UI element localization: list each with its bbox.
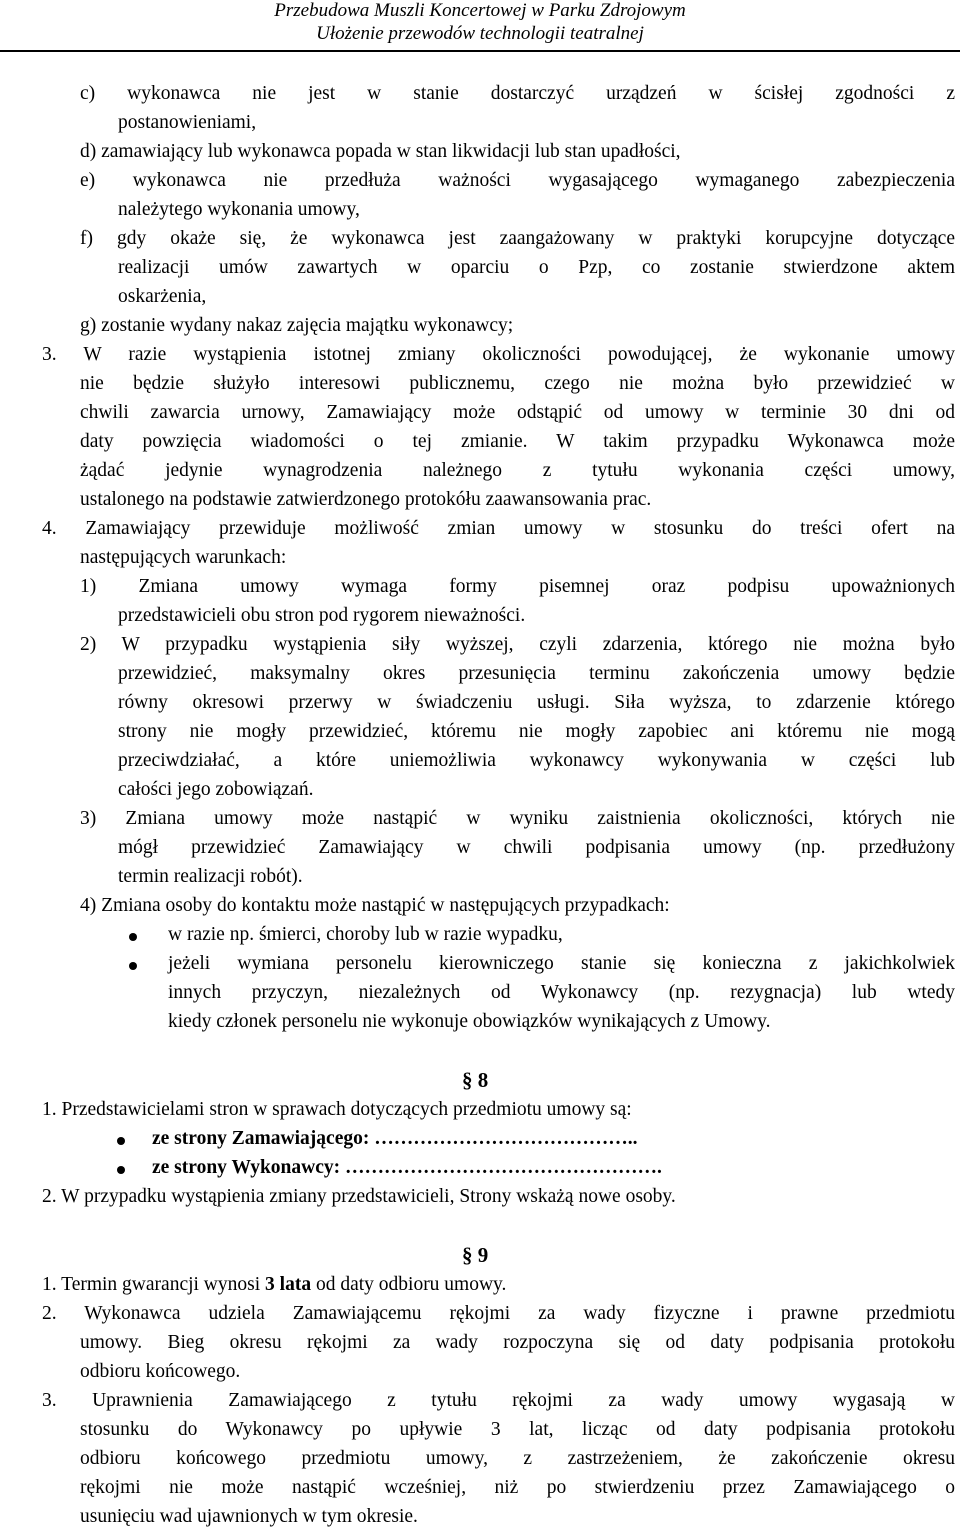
section-9-line: 2. Wykonawca udziela Zamawiającemu rękojmi za wady fizyczne i prawne przedmiotu <box>42 1303 955 1324</box>
paragraph-4-line: 4. Zamawiający przewiduje możliwość zmian umowy w stosunku do treści ofert na <box>42 518 955 539</box>
paragraph-3-line: nie będzie służyło interesowi publicznemu, czego nie można było przewidzieć w <box>80 373 955 394</box>
item-d-line: d) zamawiający lub wykonawca popada w stan likwidacji lub stan upadłości, <box>80 141 681 162</box>
paragraph-4-line: następujących warunkach: <box>80 547 287 568</box>
subitem-3-line: mógł przewidzieć Zamawiający w chwili podpisania umowy (np. przedłużony <box>118 837 955 858</box>
bullet-icon <box>117 1166 125 1174</box>
paragraph-3-line: żądać jedynie wynagrodzenia należnego z tytułu wykonania części umowy, <box>80 460 955 481</box>
paragraph-3-line: daty powzięcia wiadomości o tej zmianie. W takim przypadku Wykonawca może <box>80 431 955 452</box>
subitem-2-line: przeciwdziałać, a które uniemożliwia wykonawcy wykonywania w części lub <box>118 750 955 771</box>
subitem-1-line: przedstawicieli obu stron pod rygorem nieważności. <box>118 605 526 626</box>
bullet-item-line: kiedy członek personelu nie wykonuje obowiązków wynikających z Umowy. <box>168 1011 771 1032</box>
header-divider <box>0 50 960 52</box>
bullet-icon <box>129 962 137 970</box>
section-9-line: odbioru końcowego. <box>80 1361 241 1382</box>
subitem-1-line: 1) Zmiana umowy wymaga formy pisemnej oraz podpisu upoważnionych <box>80 576 955 597</box>
paragraph-3-line: 3. W razie wystąpienia istotnej zmiany okoliczności powodującej, że wykonanie umowy <box>42 344 955 365</box>
item-c-line: c) wykonawca nie jest w stanie dostarczyć urządzeń w ścisłej zgodności z <box>80 83 955 104</box>
item-f-line: realizacji umów zawartych w oparciu o Pzp, co zostanie stwierdzone aktem <box>118 257 955 278</box>
representative-employer: ze strony Zamawiającego: ………………………………….. <box>152 1128 638 1149</box>
representative-contractor: ze strony Wykonawcy: …………………………………………. <box>152 1157 662 1178</box>
section-9-line: odbioru końcowego przedmiotu umowy, z zastrzeżeniem, że zakończenie okresu <box>80 1448 955 1469</box>
bullet-item-line: innych przyczyn, niezależnych od Wykonawcy (np. rezygnacja) lub wtedy <box>168 982 955 1003</box>
bullet-icon <box>117 1137 125 1145</box>
item-e-line: e) wykonawca nie przedłuża ważności wygasającego wymaganego zabezpieczenia <box>80 170 955 191</box>
bullet-item-line: jeżeli wymiana personelu kierowniczego stanie się konieczna z jakichkolwiek <box>168 953 955 974</box>
paragraph-3-line: ustalonego na podstawie zatwierdzonego protokółu zaawansowania prac. <box>80 489 652 510</box>
section-9-line: umowy. Bieg okresu rękojmi za wady rozpoczyna się od daty podpisania protokołu <box>80 1332 955 1353</box>
section-8-line: 1. Przedstawicielami stron w sprawach dotyczących przedmiotu umowy są: <box>42 1099 632 1120</box>
item-f-line: f) gdy okaże się, że wykonawca jest zaangażowany w praktyki korupcyjne dotyczące <box>80 228 955 249</box>
warranty-period: 3 lata <box>265 1274 312 1295</box>
subitem-3-line: termin realizacji robót). <box>118 866 303 887</box>
subitem-2-line: 2) W przypadku wystąpienia siły wyższej, czyli zdarzenia, którego nie można było <box>80 634 955 655</box>
subitem-2-line: równy okresowi przerwy w świadczeniu usługi. Siła wyższa, to zdarzenie którego <box>118 692 955 713</box>
section-8-line: 2. W przypadku wystąpienia zmiany przedstawicieli, Strony wskażą nowe osoby. <box>42 1186 676 1207</box>
subitem-2-line: całości jego zobowiązań. <box>118 779 314 800</box>
item-e-line: należytego wykonania umowy, <box>118 199 360 220</box>
item-f-line: oskarżenia, <box>118 286 207 307</box>
section-9-heading: § 9 <box>462 1243 489 1267</box>
section-8-heading: § 8 <box>462 1068 489 1092</box>
subitem-2-line: strony nie mogły przewidzieć, któremu nie mogły zapobiec ani któremu nie mogą <box>118 721 955 742</box>
subitem-2-line: przewidzieć, maksymalny okres przesunięcia terminu zakończenia umowy będzie <box>118 663 955 684</box>
bullet-item-line: w razie np. śmierci, choroby lub w razie wypadku, <box>168 924 563 945</box>
paragraph-3-line: chwili zawarcia urnowy, Zamawiający może odstąpić od umowy w terminie 30 dni od <box>80 402 955 423</box>
header-subtitle: Ułożenie przewodów technologii teatralnej <box>316 23 644 44</box>
section-9-line: rękojmi nie może nastąpić wcześniej, niż po stwierdzeniu przez Zamawiającego o <box>80 1477 955 1498</box>
section-9-line: usunięciu wad ujawnionych w tym okresie. <box>80 1506 418 1527</box>
section-9-line: 3. Uprawnienia Zamawiającego z tytułu rękojmi za wady umowy wygasają w <box>42 1390 955 1411</box>
subitem-4-line: 4) Zmiana osoby do kontaktu może nastąpić w następujących przypadkach: <box>80 895 670 916</box>
item-c-line: postanowieniami, <box>118 112 257 133</box>
subitem-3-line: 3) Zmiana umowy może nastąpić w wyniku zaistnienia okoliczności, których nie <box>80 808 955 829</box>
header-title: Przebudowa Muszli Koncertowej w Parku Zdrojowym <box>274 0 686 21</box>
warranty-text: 1. Termin gwarancji wynosi <box>42 1274 266 1295</box>
item-g-line: g) zostanie wydany nakaz zajęcia majątku wykonawcy; <box>80 315 514 336</box>
section-9-line <box>42 1273 506 1297</box>
bullet-icon <box>129 933 137 941</box>
warranty-text: od daty odbioru umowy. <box>311 1274 507 1295</box>
section-9-line: stosunku do Wykonawcy po upływie 3 lat, licząc od daty podpisania protokołu <box>80 1419 955 1440</box>
